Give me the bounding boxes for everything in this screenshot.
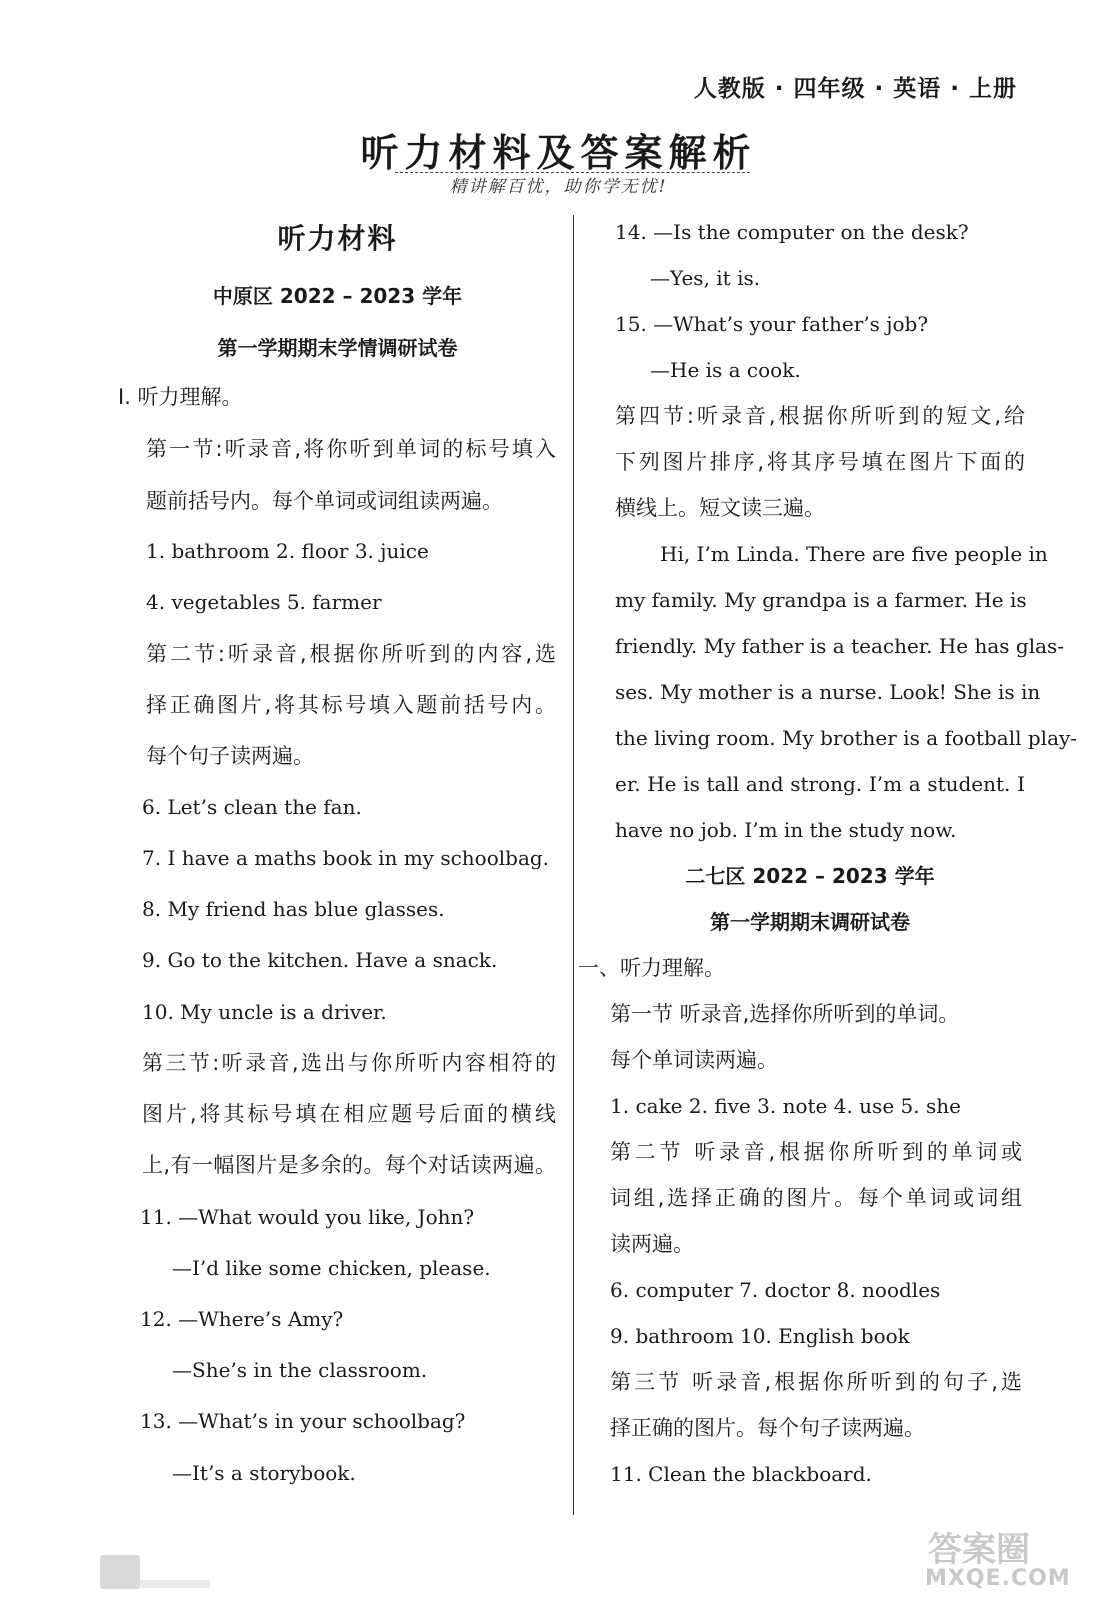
passage-line: ses. My mother is a nurse. Look! She is in [615,680,1041,704]
dialogue-answer: —Yes, it is. [650,266,761,290]
listening-sentence: 7. I have a maths book in my schoolbag. [142,846,550,870]
column-divider [573,215,574,1515]
instruction-line: 图片,将其标号填在相应题号后面的横线 [142,1102,556,1126]
instruction-line: 每个句子读两遍。 [146,744,314,768]
section-heading: 听力材料 [277,222,398,255]
exam-district-title: 中原区 2022 – 2023 学年 [212,284,463,308]
slogan: 精讲解百忧，助你学无忧! [449,177,668,197]
passage-line: er. He is tall and strong. I’m a student. I [615,772,1025,796]
listening-sentence: 10. My uncle is a driver. [142,1000,387,1024]
dialogue-question: 12. —Where’s Amy? [140,1307,344,1331]
instruction-line: 第四节:听录音,根据你所听到的短文,给 [615,404,1025,428]
instruction-line: 择正确图片,将其标号填入题前括号内。 [146,693,556,717]
instruction-line: 上,有一幅图片是多余的。每个对话读两遍。 [142,1153,556,1177]
instruction-line: 第一节:听录音,将你听到单词的标号填入 [146,437,556,461]
listening-sentence: 6. Let’s clean the fan. [142,795,362,819]
listening-sentence: 8. My friend has blue glasses. [142,897,445,921]
dialogue-answer: —He is a cook. [650,358,801,382]
dialogue-question: 11. —What would you like, John? [140,1205,475,1229]
dialogue-question: 14. —Is the computer on the desk? [615,220,969,244]
exam-subtitle: 第一学期期末学情调研试卷 [217,336,458,360]
instruction-line: 下列图片排序,将其序号填在图片下面的 [615,450,1025,474]
page-number-tab [100,1555,140,1589]
page-title: 听力材料及答案解析 [360,131,757,175]
listening-sentence: 9. Go to the kitchen. Have a snack. [142,948,498,972]
part-heading: Ⅰ. 听力理解。 [118,385,243,409]
instruction-line: 题前括号内。每个单词或词组读两遍。 [146,489,503,513]
instruction-line: 择正确的图片。每个句子读两遍。 [610,1416,925,1440]
instruction-line: 每个单词读两遍。 [610,1048,778,1072]
passage-line: my family. My grandpa is a farmer. He is [615,588,1027,612]
dialogue-question: 13. —What’s in your schoolbag? [140,1409,466,1433]
edition-label: 人教版 · 四年级 · 英语 · 上册 [693,76,1017,102]
listening-sentence: 11. Clean the blackboard. [610,1462,872,1486]
dialogue-answer: —She’s in the classroom. [172,1358,428,1382]
word-list-line: 4. vegetables 5. farmer [146,590,382,614]
exam-district-title: 二七区 2022 – 2023 学年 [685,864,935,888]
word-list-line: 6. computer 7. doctor 8. noodles [610,1278,941,1302]
watermark-logo: 答案圈 [928,1530,1030,1570]
page-footer-strip [140,1580,210,1588]
dialogue-answer: —It’s a storybook. [172,1461,356,1485]
instruction-line: 第三节 听录音,根据你所听到的句子,选 [610,1370,1022,1394]
passage-line: friendly. My father is a teacher. He has glas- [615,634,1065,658]
instruction-line: 第二节:听录音,根据你所听到的内容,选 [146,642,556,666]
passage-line: the living room. My brother is a football play- [615,726,1078,750]
instruction-line: 第二节 听录音,根据你所听到的单词或 [610,1140,1022,1164]
exam-subtitle: 第一学期期末调研试卷 [710,910,910,934]
instruction-line: 读两遍。 [610,1232,694,1256]
part-heading: 一、听力理解。 [578,956,725,980]
passage-line: Hi, I’m Linda. There are five people in [660,542,1048,566]
instruction-line: 第三节:听录音,选出与你所听内容相符的 [142,1051,556,1075]
watermark-url: MXQE.COM [925,1566,1071,1591]
instruction-line: 第一节 听录音,选择你所听到的单词。 [610,1002,960,1026]
dialogue-answer: —I’d like some chicken, please. [172,1256,491,1280]
instruction-line: 横线上。短文读三遍。 [615,496,825,520]
instruction-line: 词组,选择正确的图片。每个单词或词组 [610,1186,1022,1210]
dialogue-question: 15. —What’s your father’s job? [615,312,929,336]
word-list-line: 1. bathroom 2. floor 3. juice [146,539,429,563]
word-list-line: 9. bathroom 10. English book [610,1324,910,1348]
word-list-line: 1. cake 2. five 3. note 4. use 5. she [610,1094,961,1118]
passage-line: have no job. I’m in the study now. [615,818,957,842]
